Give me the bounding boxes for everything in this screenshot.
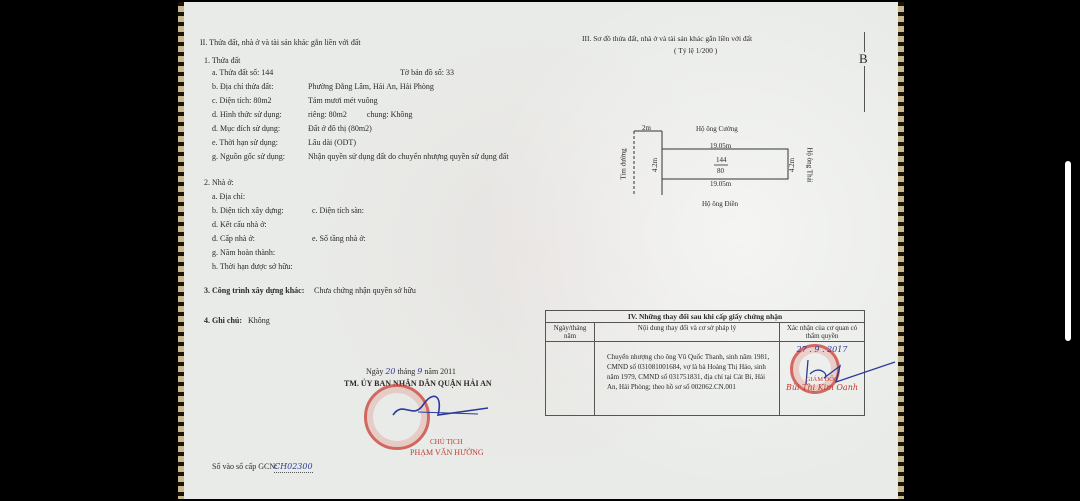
bottom-side-length: 19.05m	[710, 180, 732, 188]
section-3-title: III. Sơ đồ thửa đất, nhà ở và tài sản khác gắn liền với đất	[582, 34, 753, 43]
top-neighbor: Hộ ông Cường	[696, 125, 738, 133]
road-centerline-label: Tim đường	[619, 148, 628, 180]
left-side-length: 4.2m	[651, 157, 660, 173]
house-label: h. Thời hạn được sở hữu:	[212, 262, 293, 271]
land-label: c. Diện tích: 80m2	[212, 96, 272, 105]
land-label: e. Thời hạn sử dụng:	[212, 138, 278, 147]
confirmation-date: 27 . 9 . 2017	[796, 345, 848, 354]
confirmation-name: Bùi Thị Kim Oanh	[785, 383, 859, 392]
signature-mark	[388, 390, 498, 430]
land-value: riêng: 80m2 chung: Không	[308, 110, 413, 119]
issuing-authority: TM. ỦY BAN NHÂN DÂN QUẬN HẢI AN	[344, 379, 492, 388]
north-arrow-line	[864, 32, 865, 112]
parcel-number: 144	[716, 156, 727, 164]
land-value: Lâu dài (ODT)	[308, 138, 356, 147]
signer-role: CHỦ TỊCH	[430, 438, 463, 446]
authority-confirmation	[780, 342, 865, 416]
house-heading: 2. Nhà ở:	[204, 178, 234, 187]
parcel-area: 80	[717, 167, 724, 175]
house-label: e. Số tầng nhà ở:	[312, 234, 366, 243]
land-heading: 1. Thửa đất	[204, 56, 241, 65]
home-indicator-bar[interactable]	[1065, 161, 1071, 341]
section-4-title: IV. Những thay đổi sau khi cấp giấy chứng nhận	[546, 311, 865, 323]
perforated-edge-right	[898, 2, 904, 499]
change-content: Chuyển nhượng cho ông Vũ Quốc Thanh, sinh năm 1981, CMND số 031081001684, vợ là bà Hoàng Thị Hảo, sinh năm 1979, CMND số 031751831, địa chỉ tại Cát Bi, Hải An, Hải Phòng; theo hồ sơ số 002062.CN.001	[595, 342, 780, 416]
parcel-diagram	[600, 115, 820, 215]
right-side-length: 4.2m	[788, 157, 797, 173]
bottom-neighbor: Hộ ông Điền	[702, 200, 739, 208]
changes-table	[545, 310, 865, 416]
table-row	[546, 342, 865, 416]
house-label: a. Địa chỉ:	[212, 192, 246, 201]
column-header: Ngày/tháng năm	[546, 323, 595, 342]
right-neighbor: Hộ ông Thái	[805, 147, 814, 183]
note-value: Không	[248, 316, 270, 325]
registry-number: CH02300	[274, 462, 313, 471]
confirmation-role: GIÁM ĐỐC	[805, 376, 839, 383]
land-label: g. Nguồn gốc sử dụng:	[212, 152, 285, 161]
note-label: 4. Ghi chú:	[204, 316, 243, 325]
house-label: g. Năm hoàn thành:	[212, 248, 276, 257]
house-label: d. Kết cấu nhà ở:	[212, 220, 267, 229]
land-value: Nhận quyền sử dụng đất do chuyển nhượng quyền sử dụng đất	[308, 152, 509, 161]
land-certificate-photo	[178, 2, 904, 499]
house-label: c. Diện tích sàn:	[312, 206, 364, 215]
other-construction-label: 3. Công trình xây dựng khác:	[204, 286, 305, 295]
section-2-title: II. Thửa đất, nhà ở và tài sản khác gắn liền với đất	[200, 38, 361, 47]
perforated-edge-left	[178, 2, 184, 499]
land-value: Đất ở đô thị (80m2)	[308, 124, 372, 133]
land-label: a. Thửa đất số: 144	[212, 68, 274, 77]
land-label: đ. Mục đích sử dụng:	[212, 124, 281, 133]
land-label: d. Hình thức sử dụng:	[212, 110, 282, 119]
signer-name: PHẠM VĂN HƯỜNG	[410, 448, 484, 457]
map-sheet-number: Tờ bản đồ số: 33	[400, 68, 455, 77]
signing-date: Ngày 20 tháng 9 năm 2011	[366, 367, 456, 376]
north-marker: B	[859, 51, 868, 66]
house-label: b. Diện tích xây dựng:	[212, 206, 284, 215]
alley-width: 2m	[642, 124, 651, 132]
land-value: Tám mươi mét vuông	[308, 96, 378, 105]
other-construction-value: Chưa chứng nhận quyền sở hữu	[314, 286, 416, 295]
column-header: Nội dung thay đổi và cơ sở pháp lý	[595, 323, 780, 342]
registry-label: Số vào sổ cấp GCN:	[212, 462, 278, 471]
land-label: b. Địa chỉ thửa đất:	[212, 82, 274, 91]
column-header: Xác nhận của cơ quan có thẩm quyền	[780, 323, 865, 342]
land-value: Phường Đằng Lâm, Hải An, Hải Phòng	[308, 82, 434, 91]
scale-label: ( Tỷ lệ 1/200 )	[674, 46, 718, 55]
top-side-length: 19.05m	[710, 142, 732, 150]
change-date	[546, 342, 595, 416]
house-label: đ. Cấp nhà ở:	[212, 234, 255, 243]
